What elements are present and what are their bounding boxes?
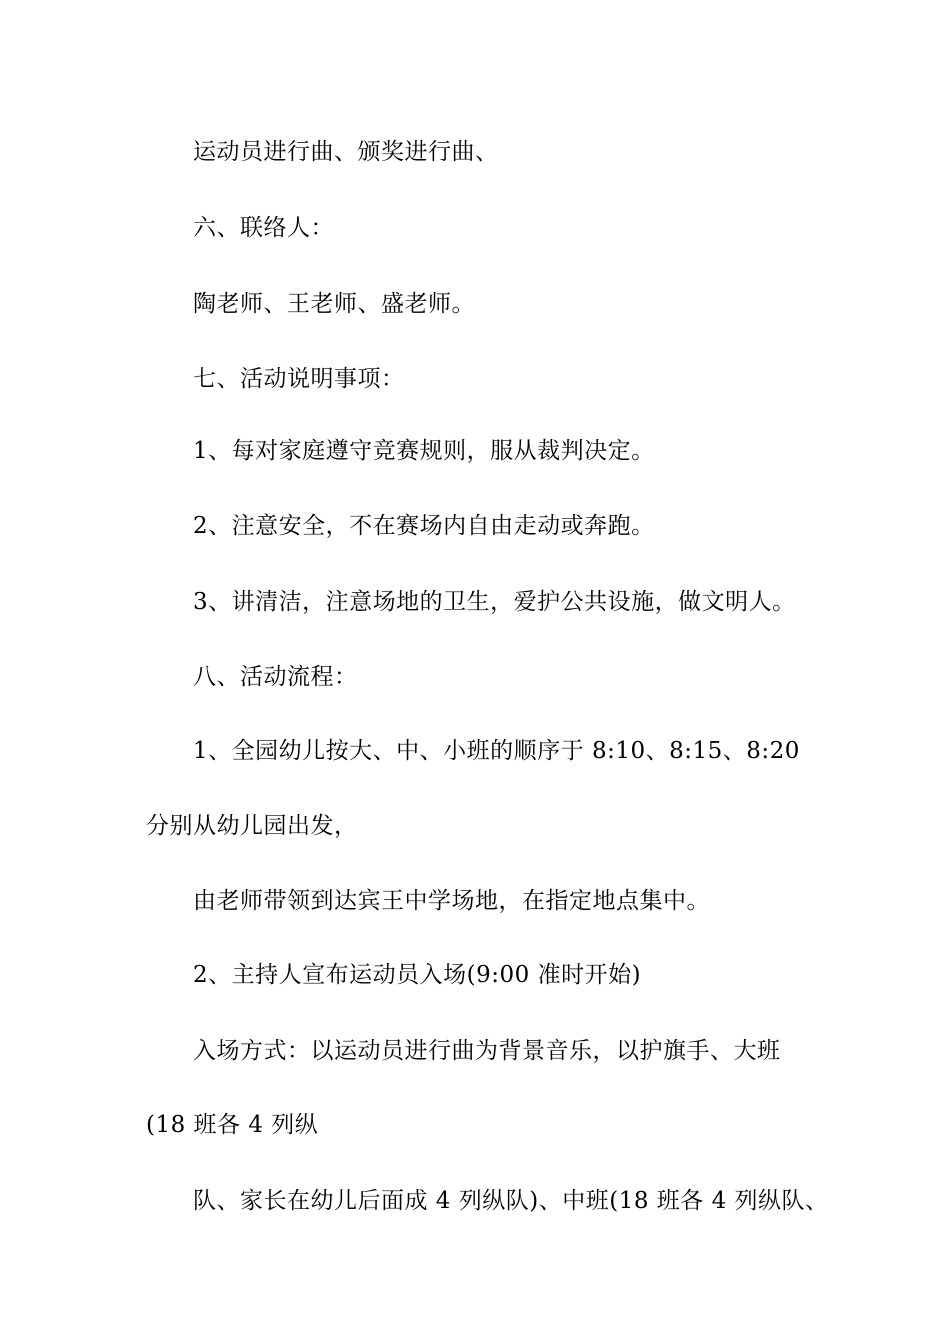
flow-item-1-detail: 由老师带领到达宾王中学场地，在指定地点集中。	[193, 888, 710, 914]
heading-activity-notes: 七、活动说明事项：	[193, 366, 405, 392]
heading-activity-flow: 八、活动流程：	[193, 664, 358, 690]
entrance-method-continued: (18 班各 4 列纵	[146, 1112, 319, 1138]
flow-item-2: 2、主持人宣布运动员入场(9:00 准时开始)	[193, 962, 642, 988]
heading-contacts: 六、联络人：	[193, 215, 334, 241]
flow-item-1: 1、全园幼儿按大、中、小班的顺序于 8:10、8:15、8:20	[193, 738, 800, 764]
note-item-3: 3、讲清洁，注意场地的卫生，爱护公共设施，做文明人。	[193, 589, 796, 615]
note-item-2: 2、注意安全，不在赛场内自由走动或奔跑。	[193, 513, 655, 539]
text-line-contacts: 陶老师、王老师、盛老师。	[193, 291, 475, 317]
entrance-method-detail: 队、家长在幼儿后面成 4 列纵队)、中班(18 班各 4 列纵队、	[193, 1188, 829, 1214]
entrance-method: 入场方式：以运动员进行曲为背景音乐，以护旗手、大班	[193, 1038, 781, 1064]
text-line-music: 运动员进行曲、颁奖进行曲、	[193, 139, 499, 165]
note-item-1: 1、每对家庭遵守竞赛规则，服从裁判决定。	[193, 438, 655, 464]
flow-item-1-continued: 分别从幼儿园出发，	[146, 813, 358, 839]
